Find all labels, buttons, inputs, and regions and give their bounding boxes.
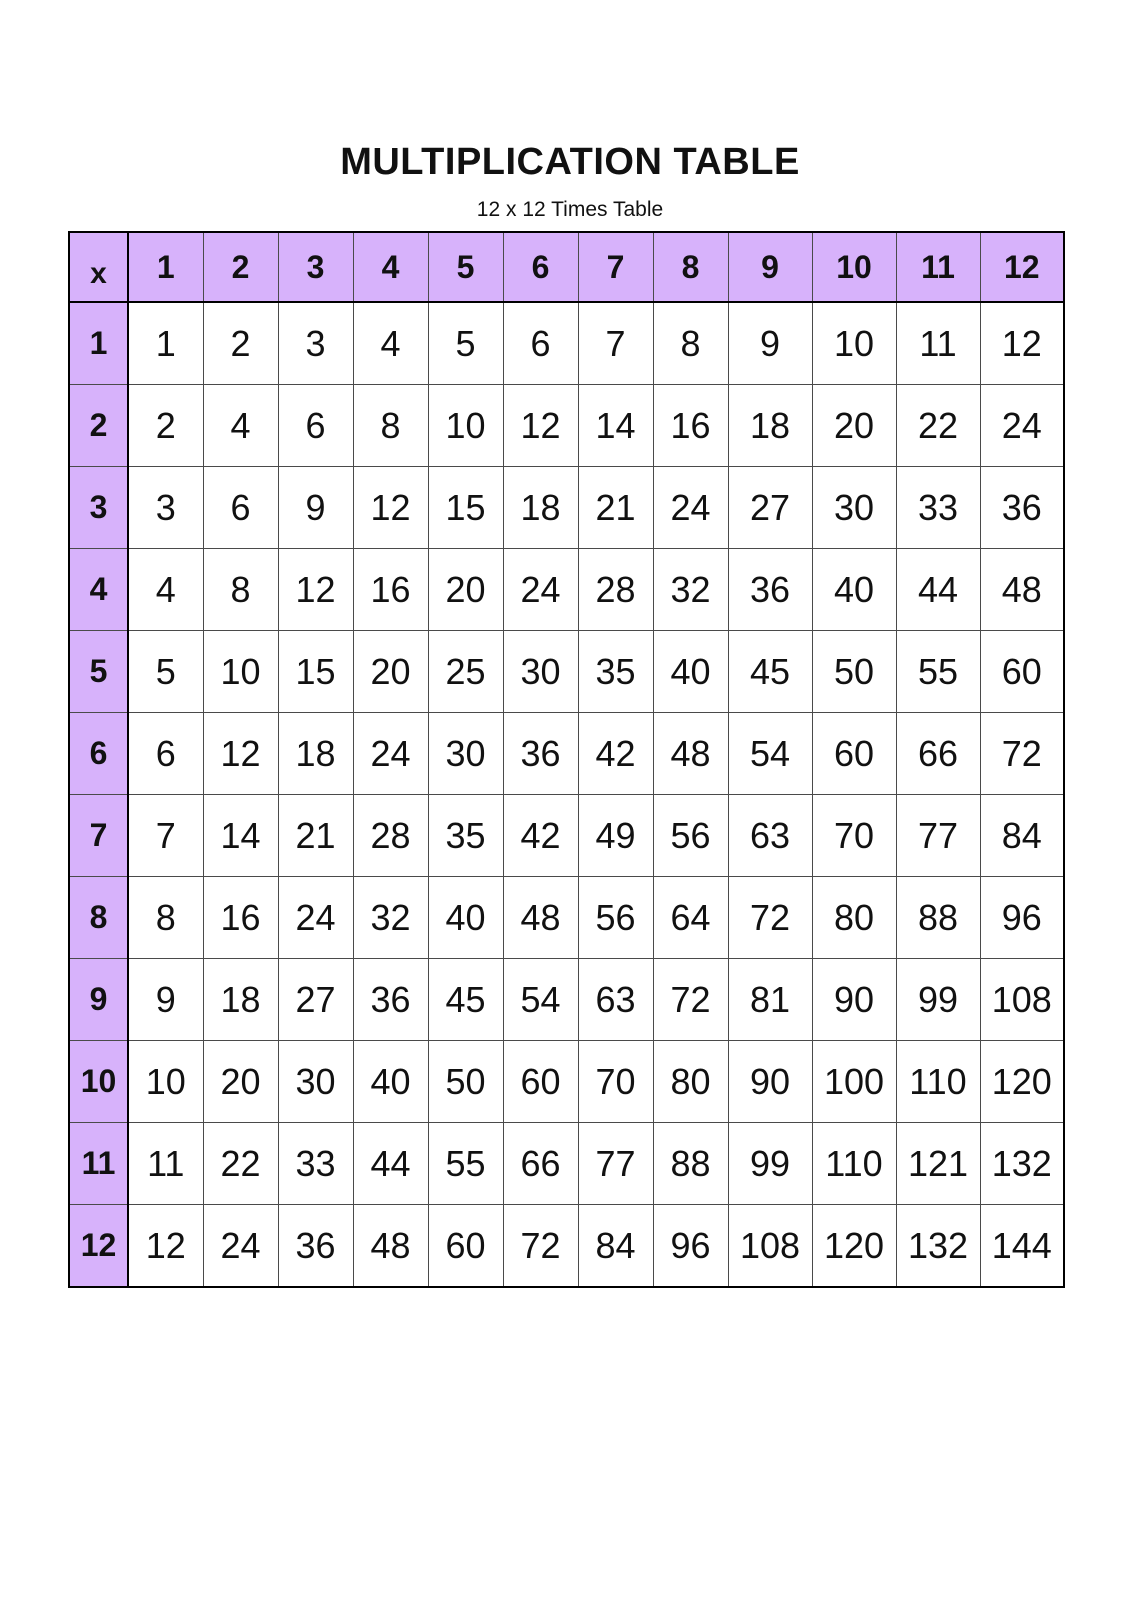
product-cell: 12 bbox=[353, 467, 428, 549]
product-cell: 14 bbox=[578, 385, 653, 467]
product-cell: 44 bbox=[353, 1123, 428, 1205]
product-cell: 84 bbox=[578, 1205, 653, 1288]
product-cell: 33 bbox=[896, 467, 980, 549]
product-cell: 121 bbox=[896, 1123, 980, 1205]
product-cell: 99 bbox=[728, 1123, 812, 1205]
product-cell: 60 bbox=[428, 1205, 503, 1288]
product-cell: 45 bbox=[728, 631, 812, 713]
product-cell: 11 bbox=[896, 302, 980, 385]
table-row bbox=[69, 795, 1064, 877]
product-cell: 132 bbox=[980, 1123, 1064, 1205]
product-cell: 15 bbox=[278, 631, 353, 713]
row-header: 2 bbox=[69, 385, 128, 467]
product-cell: 64 bbox=[653, 877, 728, 959]
product-cell: 30 bbox=[428, 713, 503, 795]
column-header: 9 bbox=[728, 232, 812, 302]
product-cell: 48 bbox=[503, 877, 578, 959]
product-cell: 144 bbox=[980, 1205, 1064, 1288]
product-cell: 84 bbox=[980, 795, 1064, 877]
product-cell: 66 bbox=[896, 713, 980, 795]
row-header: 7 bbox=[69, 795, 128, 877]
product-cell: 16 bbox=[653, 385, 728, 467]
product-cell: 8 bbox=[653, 302, 728, 385]
product-cell: 2 bbox=[128, 385, 203, 467]
product-cell: 40 bbox=[428, 877, 503, 959]
product-cell: 30 bbox=[278, 1041, 353, 1123]
table-row bbox=[69, 959, 1064, 1041]
product-cell: 108 bbox=[728, 1205, 812, 1288]
column-header: 6 bbox=[503, 232, 578, 302]
corner-cell: x bbox=[69, 232, 128, 302]
product-cell: 99 bbox=[896, 959, 980, 1041]
product-cell: 21 bbox=[578, 467, 653, 549]
product-cell: 50 bbox=[428, 1041, 503, 1123]
product-cell: 48 bbox=[653, 713, 728, 795]
product-cell: 27 bbox=[728, 467, 812, 549]
product-cell: 77 bbox=[578, 1123, 653, 1205]
page-subtitle: 12 x 12 Times Table bbox=[476, 198, 664, 221]
product-cell: 60 bbox=[980, 631, 1064, 713]
product-cell: 6 bbox=[503, 302, 578, 385]
product-cell: 100 bbox=[812, 1041, 896, 1123]
table-row bbox=[69, 467, 1064, 549]
product-cell: 55 bbox=[428, 1123, 503, 1205]
product-cell: 12 bbox=[980, 302, 1064, 385]
product-cell: 96 bbox=[980, 877, 1064, 959]
product-cell: 60 bbox=[812, 713, 896, 795]
product-cell: 110 bbox=[812, 1123, 896, 1205]
table-row bbox=[69, 549, 1064, 631]
product-cell: 42 bbox=[503, 795, 578, 877]
column-header: 5 bbox=[428, 232, 503, 302]
column-header: 3 bbox=[278, 232, 353, 302]
product-cell: 9 bbox=[278, 467, 353, 549]
product-cell: 72 bbox=[728, 877, 812, 959]
product-cell: 14 bbox=[203, 795, 278, 877]
product-cell: 40 bbox=[653, 631, 728, 713]
product-cell: 8 bbox=[128, 877, 203, 959]
product-cell: 45 bbox=[428, 959, 503, 1041]
column-header: 8 bbox=[653, 232, 728, 302]
product-cell: 90 bbox=[812, 959, 896, 1041]
product-cell: 36 bbox=[503, 713, 578, 795]
product-cell: 72 bbox=[980, 713, 1064, 795]
product-cell: 12 bbox=[203, 713, 278, 795]
product-cell: 40 bbox=[353, 1041, 428, 1123]
row-header: 3 bbox=[69, 467, 128, 549]
product-cell: 24 bbox=[278, 877, 353, 959]
row-header: 5 bbox=[69, 631, 128, 713]
product-cell: 66 bbox=[503, 1123, 578, 1205]
product-cell: 28 bbox=[353, 795, 428, 877]
product-cell: 18 bbox=[278, 713, 353, 795]
product-cell: 3 bbox=[278, 302, 353, 385]
product-cell: 120 bbox=[812, 1205, 896, 1288]
product-cell: 48 bbox=[980, 549, 1064, 631]
product-cell: 120 bbox=[980, 1041, 1064, 1123]
row-header: 4 bbox=[69, 549, 128, 631]
table-row bbox=[69, 877, 1064, 959]
product-cell: 44 bbox=[896, 549, 980, 631]
row-header: 9 bbox=[69, 959, 128, 1041]
product-cell: 5 bbox=[428, 302, 503, 385]
product-cell: 24 bbox=[353, 713, 428, 795]
multiplication-table bbox=[68, 231, 1065, 1288]
product-cell: 63 bbox=[728, 795, 812, 877]
column-header: 4 bbox=[353, 232, 428, 302]
table-row bbox=[69, 631, 1064, 713]
table-row bbox=[69, 1123, 1064, 1205]
product-cell: 5 bbox=[128, 631, 203, 713]
product-cell: 32 bbox=[353, 877, 428, 959]
product-cell: 20 bbox=[203, 1041, 278, 1123]
product-cell: 4 bbox=[203, 385, 278, 467]
table-row bbox=[69, 1041, 1064, 1123]
row-header: 12 bbox=[69, 1205, 128, 1288]
product-cell: 56 bbox=[653, 795, 728, 877]
product-cell: 35 bbox=[428, 795, 503, 877]
product-cell: 10 bbox=[203, 631, 278, 713]
product-cell: 24 bbox=[653, 467, 728, 549]
product-cell: 55 bbox=[896, 631, 980, 713]
product-cell: 12 bbox=[128, 1205, 203, 1288]
product-cell: 32 bbox=[653, 549, 728, 631]
product-cell: 28 bbox=[578, 549, 653, 631]
column-header: 1 bbox=[128, 232, 203, 302]
product-cell: 7 bbox=[578, 302, 653, 385]
row-header: 10 bbox=[69, 1041, 128, 1123]
product-cell: 12 bbox=[278, 549, 353, 631]
product-cell: 72 bbox=[653, 959, 728, 1041]
product-cell: 10 bbox=[428, 385, 503, 467]
row-header: 1 bbox=[69, 302, 128, 385]
product-cell: 24 bbox=[980, 385, 1064, 467]
product-cell: 24 bbox=[503, 549, 578, 631]
product-cell: 20 bbox=[353, 631, 428, 713]
product-cell: 35 bbox=[578, 631, 653, 713]
product-cell: 30 bbox=[812, 467, 896, 549]
header-row bbox=[69, 232, 1064, 302]
product-cell: 80 bbox=[653, 1041, 728, 1123]
product-cell: 20 bbox=[812, 385, 896, 467]
product-cell: 6 bbox=[128, 713, 203, 795]
product-cell: 50 bbox=[812, 631, 896, 713]
product-cell: 30 bbox=[503, 631, 578, 713]
product-cell: 11 bbox=[128, 1123, 203, 1205]
product-cell: 110 bbox=[896, 1041, 980, 1123]
product-cell: 6 bbox=[203, 467, 278, 549]
product-cell: 72 bbox=[503, 1205, 578, 1288]
product-cell: 33 bbox=[278, 1123, 353, 1205]
product-cell: 36 bbox=[278, 1205, 353, 1288]
product-cell: 20 bbox=[428, 549, 503, 631]
product-cell: 132 bbox=[896, 1205, 980, 1288]
column-header: 10 bbox=[812, 232, 896, 302]
product-cell: 108 bbox=[980, 959, 1064, 1041]
product-cell: 24 bbox=[203, 1205, 278, 1288]
product-cell: 16 bbox=[353, 549, 428, 631]
column-header: 7 bbox=[578, 232, 653, 302]
row-header: 6 bbox=[69, 713, 128, 795]
product-cell: 88 bbox=[653, 1123, 728, 1205]
product-cell: 8 bbox=[203, 549, 278, 631]
product-cell: 96 bbox=[653, 1205, 728, 1288]
row-header: 11 bbox=[69, 1123, 128, 1205]
column-header: 12 bbox=[980, 232, 1064, 302]
product-cell: 36 bbox=[980, 467, 1064, 549]
product-cell: 56 bbox=[578, 877, 653, 959]
product-cell: 36 bbox=[728, 549, 812, 631]
product-cell: 77 bbox=[896, 795, 980, 877]
page-title: MULTIPLICATION TABLE bbox=[340, 141, 800, 183]
product-cell: 80 bbox=[812, 877, 896, 959]
product-cell: 25 bbox=[428, 631, 503, 713]
product-cell: 81 bbox=[728, 959, 812, 1041]
product-cell: 18 bbox=[503, 467, 578, 549]
row-header: 8 bbox=[69, 877, 128, 959]
product-cell: 1 bbox=[128, 302, 203, 385]
table-row bbox=[69, 713, 1064, 795]
product-cell: 22 bbox=[203, 1123, 278, 1205]
product-cell: 2 bbox=[203, 302, 278, 385]
product-cell: 60 bbox=[503, 1041, 578, 1123]
product-cell: 54 bbox=[728, 713, 812, 795]
product-cell: 10 bbox=[812, 302, 896, 385]
product-cell: 16 bbox=[203, 877, 278, 959]
product-cell: 42 bbox=[578, 713, 653, 795]
product-cell: 15 bbox=[428, 467, 503, 549]
product-cell: 54 bbox=[503, 959, 578, 1041]
product-cell: 90 bbox=[728, 1041, 812, 1123]
product-cell: 49 bbox=[578, 795, 653, 877]
column-header: 11 bbox=[896, 232, 980, 302]
product-cell: 7 bbox=[128, 795, 203, 877]
table-row bbox=[69, 385, 1064, 467]
product-cell: 9 bbox=[728, 302, 812, 385]
product-cell: 4 bbox=[353, 302, 428, 385]
product-cell: 18 bbox=[728, 385, 812, 467]
product-cell: 18 bbox=[203, 959, 278, 1041]
product-cell: 9 bbox=[128, 959, 203, 1041]
product-cell: 6 bbox=[278, 385, 353, 467]
product-cell: 12 bbox=[503, 385, 578, 467]
product-cell: 63 bbox=[578, 959, 653, 1041]
product-cell: 70 bbox=[578, 1041, 653, 1123]
table-row bbox=[69, 302, 1064, 385]
product-cell: 40 bbox=[812, 549, 896, 631]
product-cell: 10 bbox=[128, 1041, 203, 1123]
product-cell: 48 bbox=[353, 1205, 428, 1288]
product-cell: 88 bbox=[896, 877, 980, 959]
product-cell: 4 bbox=[128, 549, 203, 631]
product-cell: 27 bbox=[278, 959, 353, 1041]
product-cell: 70 bbox=[812, 795, 896, 877]
product-cell: 3 bbox=[128, 467, 203, 549]
product-cell: 22 bbox=[896, 385, 980, 467]
product-cell: 21 bbox=[278, 795, 353, 877]
column-header: 2 bbox=[203, 232, 278, 302]
product-cell: 8 bbox=[353, 385, 428, 467]
table-row bbox=[69, 1205, 1064, 1288]
product-cell: 36 bbox=[353, 959, 428, 1041]
